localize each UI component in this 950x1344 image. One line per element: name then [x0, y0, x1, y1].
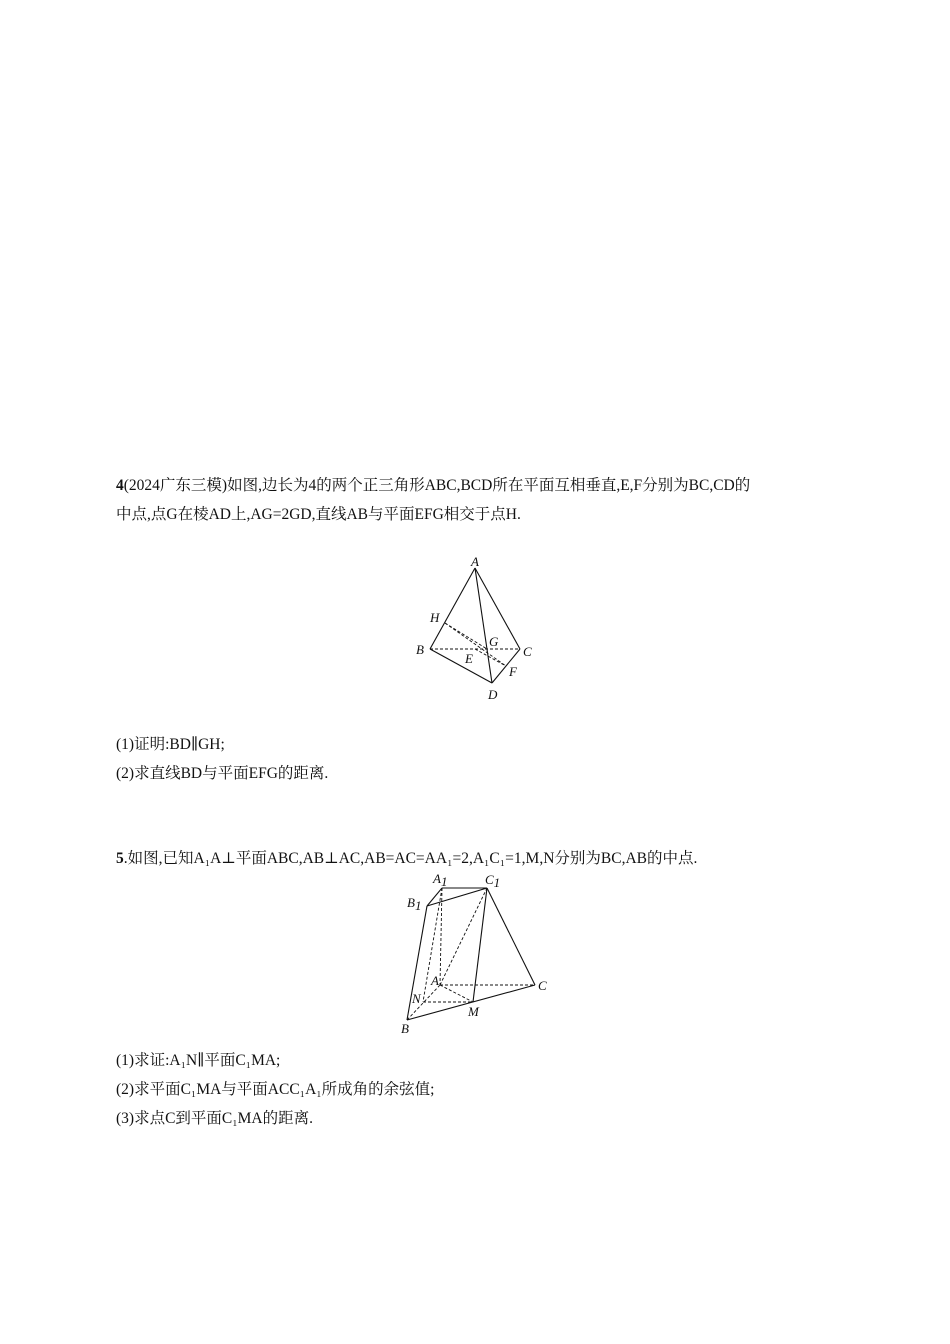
- prism-figure: [395, 868, 565, 1038]
- label-B: B: [416, 642, 424, 657]
- label-A: A: [471, 554, 479, 569]
- label-H: H: [430, 610, 440, 625]
- label-B: B: [401, 1021, 409, 1036]
- label-E: E: [465, 651, 473, 666]
- problem-4-question-2: (2)求直线BD与平面EFG的距离.: [116, 765, 329, 782]
- problem-4-question-1: (1)证明:BD∥GH;: [116, 736, 225, 753]
- label-B1: B1: [407, 895, 422, 913]
- label-C1: C1: [485, 872, 501, 890]
- problem-4-line-1: [116, 475, 750, 497]
- problem-4-statement-1: 如图,边长为4的两个正三角形ABC,BCD所在平面互相垂直,E,F分别为BC,CD的: [227, 477, 751, 494]
- problem-4-line-2: 中点,点G在棱AD上,AG=2GD,直线AB与平面EFG相交于点H.: [116, 506, 521, 523]
- tetrahedron-figure: [405, 550, 545, 705]
- problem-4-number: 4: [116, 477, 124, 494]
- problem-5-statement: .如图,已知A₁A⊥平面ABC,AB⊥AC,AB=AC=AA₁=2,A₁C₁=1,M,N分别为BC,AB的中点.: [123, 850, 698, 867]
- label-G: G: [489, 634, 499, 649]
- problem-5-number: 5: [116, 850, 124, 867]
- problem-5-question-3: (3)求点C到平面C₁MA的距离.: [116, 1110, 314, 1127]
- problem-4-source: (2024广东三模): [123, 477, 228, 494]
- label-A: A: [431, 973, 439, 988]
- label-D: D: [488, 687, 498, 702]
- label-N: N: [412, 991, 421, 1006]
- label-C: C: [523, 644, 532, 659]
- label-F: F: [509, 664, 517, 679]
- label-C: C: [538, 978, 547, 993]
- problem-5-line-1: [116, 848, 697, 870]
- problem-5-question-1: (1)求证:A₁N∥平面C₁MA;: [116, 1052, 281, 1069]
- label-A1: A1: [433, 871, 448, 889]
- problem-5-question-2: (2)求平面C₁MA与平面ACC₁A₁所成角的余弦值;: [116, 1081, 435, 1098]
- label-M: M: [468, 1004, 479, 1019]
